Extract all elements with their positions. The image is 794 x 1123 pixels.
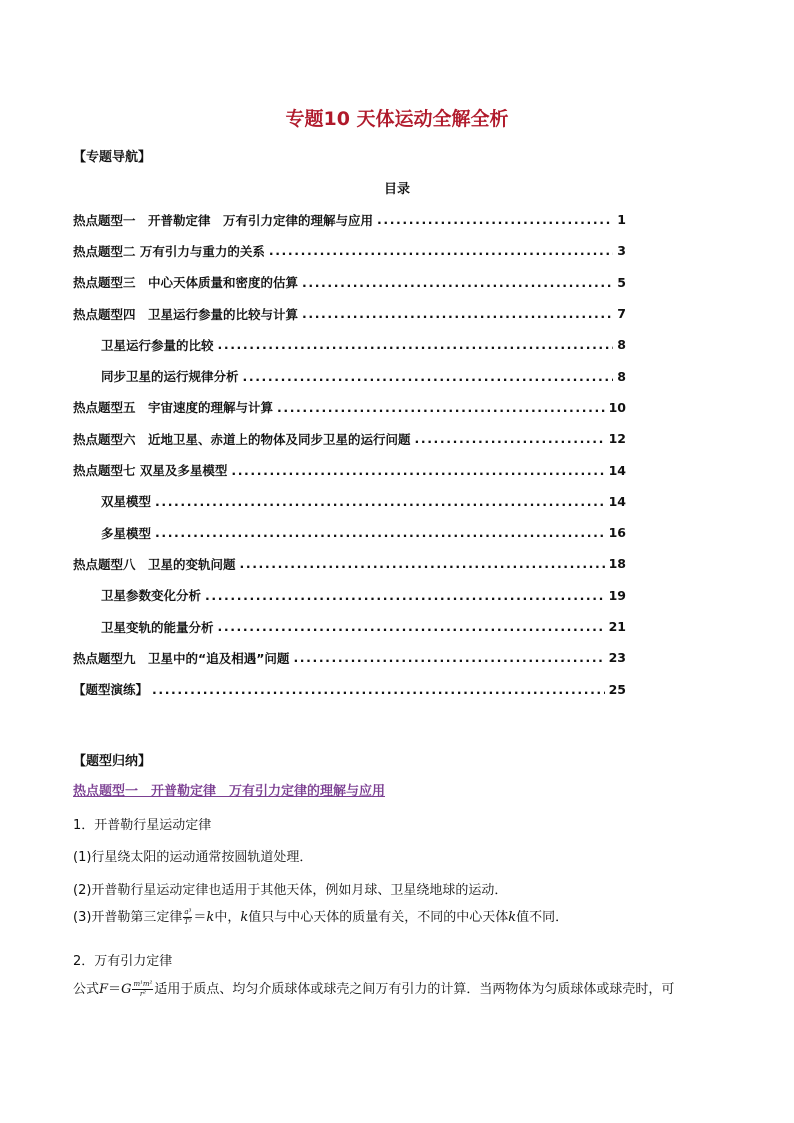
toc-dot-leader [152, 682, 605, 697]
fraction-numerator: m¹m² [133, 980, 153, 988]
text: ＝ [193, 910, 207, 925]
toc-entry-title: 卫星参数变化分析 [101, 588, 202, 604]
toc-entry-title: 热点题型七 双星及多星模型 [73, 463, 228, 479]
text: (3)开普勒第三定律 [73, 910, 183, 925]
toc-entry-page: 21 [608, 619, 626, 634]
toc-entry[interactable] [73, 329, 626, 360]
toc-entry-title: 双星模型 [101, 494, 152, 510]
toc-entry-title: 热点题型四 卫星运行参量的比较与计算 [73, 306, 299, 322]
paragraph-1: (1)行星绕太阳的运动通常按圆轨道处理． [73, 850, 313, 865]
toc-dot-leader [231, 463, 604, 478]
toc-entry[interactable] [73, 580, 626, 611]
toc-dot-leader [302, 306, 613, 321]
toc-entry-page: 14 [608, 493, 626, 509]
toc-entry-page: 5 [617, 274, 626, 290]
toc-entry-title: 热点题型九 卫星中的“追及相遇”问题 [73, 650, 290, 666]
toc-entry[interactable] [73, 517, 626, 548]
toc-dot-leader [293, 650, 604, 665]
toc-entry-title: 卫星运行参量的比较 [101, 337, 214, 353]
toc-entry-page: 8 [617, 337, 626, 353]
toc-entry-page: 3 [617, 243, 626, 259]
variable: k [240, 910, 249, 925]
toc-entry[interactable] [73, 298, 626, 329]
text: 值不同． [516, 910, 569, 925]
toc-dot-leader [415, 431, 605, 446]
toc-entry-title: 卫星变轨的能量分析 [101, 619, 214, 635]
text: 中， [214, 910, 241, 925]
toc-dot-leader [277, 400, 605, 415]
text: 值只与中心天体的质量有关，不同的中心天体 [248, 910, 509, 925]
toc-entry-title: 热点题型八 卫星的变轨问题 [73, 556, 236, 572]
toc-entry-page: 25 [608, 681, 626, 697]
text: 公式 [73, 982, 100, 997]
toc-entry-page: 14 [608, 462, 626, 478]
toc-dot-leader [155, 525, 605, 540]
toc-entry-title: 热点题型一 开普勒定律 万有引力定律的理解与应用 [73, 212, 374, 228]
variable: k [206, 910, 215, 925]
formula-fraction [132, 980, 153, 999]
fraction-denominator: T² [184, 918, 192, 926]
fraction-denominator: r² [139, 990, 146, 998]
paragraph-3 [73, 906, 568, 927]
toc-dot-leader [240, 556, 605, 571]
toc-dot-leader [377, 212, 613, 227]
toc-entry[interactable] [73, 486, 626, 517]
toc-entry-title: 热点题型五 宇宙速度的理解与计算 [73, 400, 274, 416]
section-heading: 【题型归纳】 [73, 754, 152, 769]
toc-entry-title: 【题型演练】 [73, 682, 149, 698]
toc-dot-leader [218, 337, 614, 352]
page-title: 专题10 天体运动全解全析 [285, 108, 509, 130]
toc-entry[interactable] [73, 235, 626, 266]
toc-entry-page: 12 [608, 431, 626, 447]
toc-entry-page: 10 [608, 399, 626, 415]
toc-entry-page: 8 [617, 368, 626, 384]
toc-entry-page: 19 [608, 587, 626, 603]
toc-entry-title: 热点题型二 万有引力与重力的关系 [73, 243, 265, 259]
toc-entry-title: 热点题型六 近地卫星、赤道上的物体及同步卫星的运行问题 [73, 431, 411, 447]
nav-heading: 【专题导航】 [73, 150, 152, 165]
toc-entry-page: 16 [608, 525, 626, 541]
toc-entry[interactable] [73, 267, 626, 298]
paragraph-gravitation-heading: 2．万有引力定律 [73, 954, 173, 969]
text: 适用于质点、均匀介质球体或球壳之间万有引力的计算．当两物体为匀质球体或球壳时，可 [154, 982, 675, 997]
toc-entry[interactable] [73, 360, 626, 391]
toc-dot-leader [269, 243, 613, 258]
toc-heading: 目录 [383, 182, 410, 197]
toc-entry-page: 18 [608, 556, 626, 572]
toc-entry[interactable] [73, 673, 626, 704]
paragraph-4 [73, 978, 674, 999]
fraction-numerator: a³ [184, 908, 192, 916]
toc-entry[interactable] [73, 204, 626, 235]
paragraph-kepler-heading: 1．开普勒行星运动定律 [73, 818, 212, 833]
formula-fraction [183, 908, 192, 927]
toc-dot-leader [218, 619, 605, 634]
variable: k [508, 910, 517, 925]
toc-entry-title: 同步卫星的运行规律分析 [101, 369, 239, 385]
toc-dot-leader [243, 369, 614, 384]
toc-entry-page: 7 [617, 306, 626, 322]
variable: F [99, 982, 109, 997]
text: ＝ [108, 982, 122, 997]
toc-entry[interactable] [73, 454, 626, 485]
toc-entry[interactable] [73, 611, 626, 642]
toc-entry[interactable] [73, 392, 626, 423]
paragraph-2: (2)开普勒行星运动定律也适用于其他天体，例如月球、卫星绕地球的运动． [73, 883, 508, 898]
toc-entry-title: 热点题型三 中心天体质量和密度的估算 [73, 275, 299, 291]
toc-entry[interactable] [73, 642, 626, 673]
toc-dot-leader [205, 588, 605, 603]
toc-entry[interactable] [73, 548, 626, 579]
toc-entry-page: 1 [617, 212, 626, 228]
section-link[interactable]: 热点题型一 开普勒定律 万有引力定律的理解与应用 [73, 784, 386, 799]
table-of-contents [73, 204, 626, 705]
toc-entry[interactable] [73, 423, 626, 454]
toc-dot-leader [302, 275, 613, 290]
variable: G [121, 982, 132, 997]
toc-entry-title: 多星模型 [101, 525, 152, 541]
toc-dot-leader [155, 494, 605, 509]
toc-entry-page: 23 [608, 650, 626, 666]
